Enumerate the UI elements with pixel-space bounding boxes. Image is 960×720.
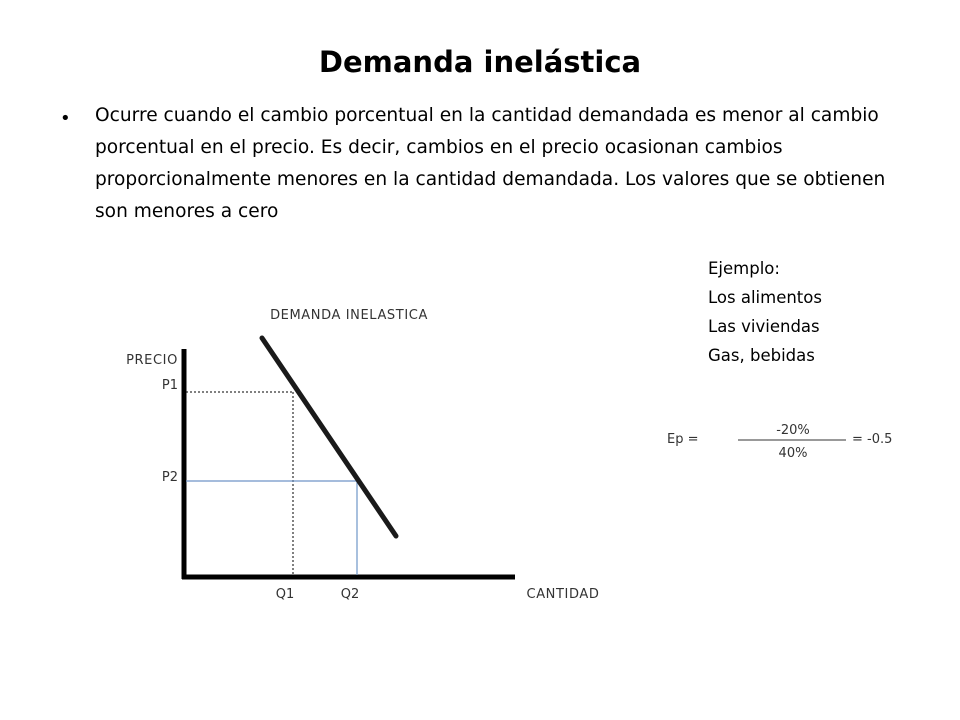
quantity-label-q1: Q1 [275,587,295,602]
example-item: Las viviendas [708,317,820,336]
price-label-p1: P1 [161,378,178,393]
examples-heading: Ejemplo: [708,259,780,278]
diagram-title: DEMANDA INELASTICA [270,308,428,323]
price-label-p2: P2 [161,470,178,485]
formula-lhs: Ep = [667,432,699,447]
formula-numerator: -20% [776,423,810,438]
demand-curve [262,338,396,536]
example-item: Los alimentos [708,288,822,307]
example-item: Gas, bebidas [708,346,815,365]
slide-title: Demanda inelástica [318,45,642,79]
formula-denominator: 40% [778,446,808,461]
x-axis-label: CANTIDAD [526,587,600,602]
quantity-label-q2: Q2 [340,587,360,602]
formula-result: = -0.5 [852,432,893,447]
y-axis-label: PRECIO [126,353,178,368]
bullet-marker: • [60,108,71,129]
bullet-paragraph: Ocurre cuando el cambio porcentual en la cantidad demandada es menor al cambio porcentual en el precio. Es decir, cambios en el precio ocasionan cambios proporcionalmente menores en la cantidad demandada. Los valores que se obtienen son menores a cero [95,105,886,222]
